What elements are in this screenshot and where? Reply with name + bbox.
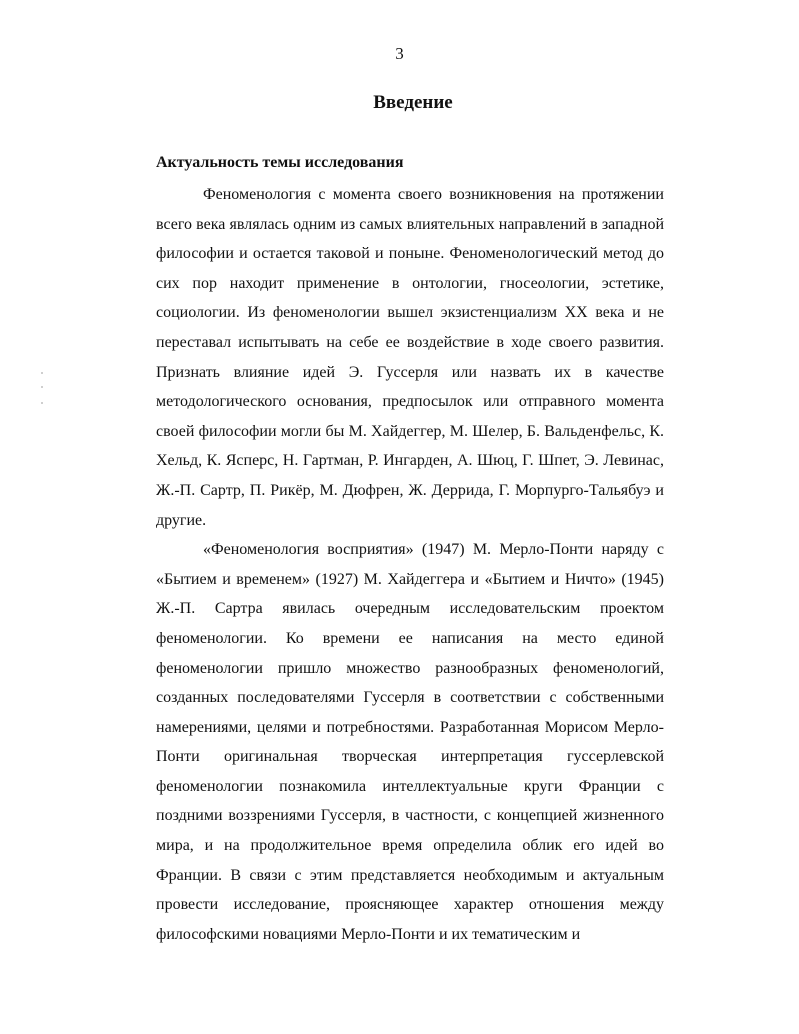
page-number: 3 [395,44,404,63]
page-title: Введение [373,92,453,113]
scan-speck [41,372,43,374]
scan-speck [41,386,43,388]
section-heading: Актуальность темы исследования [156,154,404,171]
body-text [156,180,664,949]
paragraph-2: «Феноменология восприятия» (1947) М. Мерло-Понти наряду с «Бытием и временем» (1927) М. Хайдеггера и «Бытием и Ничто» (1945) Ж.-П. Сартра явилась очередным исследовательским проектом феноменологии. Ко времени ее написания на место единой феноменологии пришло множество разнообразных феноменологий, созданных последователями Гуссерля в соответствии с собственными намерениями, целями и потребностями. Разработанная Морисом Мерло-Понти оригинальная творческая интерпретация гуссерлевской феноменологии познакомила интеллектуальные круги Франции с поздними воззрениями Гуссерля, в частности, с концепцией жизненного мира, и на продолжительное время определила облик его идей во Франции. В связи с этим представляется необходимым и актуальным провести исследование, проясняющее характер отношения между философскими новациями Мерло-Понти и их тематическим и [156,541,664,943]
paragraph-1: Феноменология с момента своего возникновения на протяжении всего века являлась одним из самых влиятельных направлений в западной философии и остается таковой и поныне. Феноменологический метод до сих пор находит применение в онтологии, гносеологии, эстетике, социологии. Из феноменологии вышел экзистенциализм XX века и не переставал испытывать на себе ее воздействие в ходе своего развития. Признать влияние идей Э. Гуссерля или назвать их в качестве методологического основания, предпосылок или отправного момента своей философии могли бы М. Хайдеггер, М. Шелер, Б. Вальденфельс, К. Хельд, К. Ясперс, Н. Гартман, Р. Ингарден, А. Шюц, Г. Шпет, Э. Левинас, Ж.-П. Сартр, П. Рикёр, М. Дюфрен, Ж. Деррида, Г. Морпурго-Тальябуэ и другие. [156,186,664,529]
scan-speck [41,402,43,404]
